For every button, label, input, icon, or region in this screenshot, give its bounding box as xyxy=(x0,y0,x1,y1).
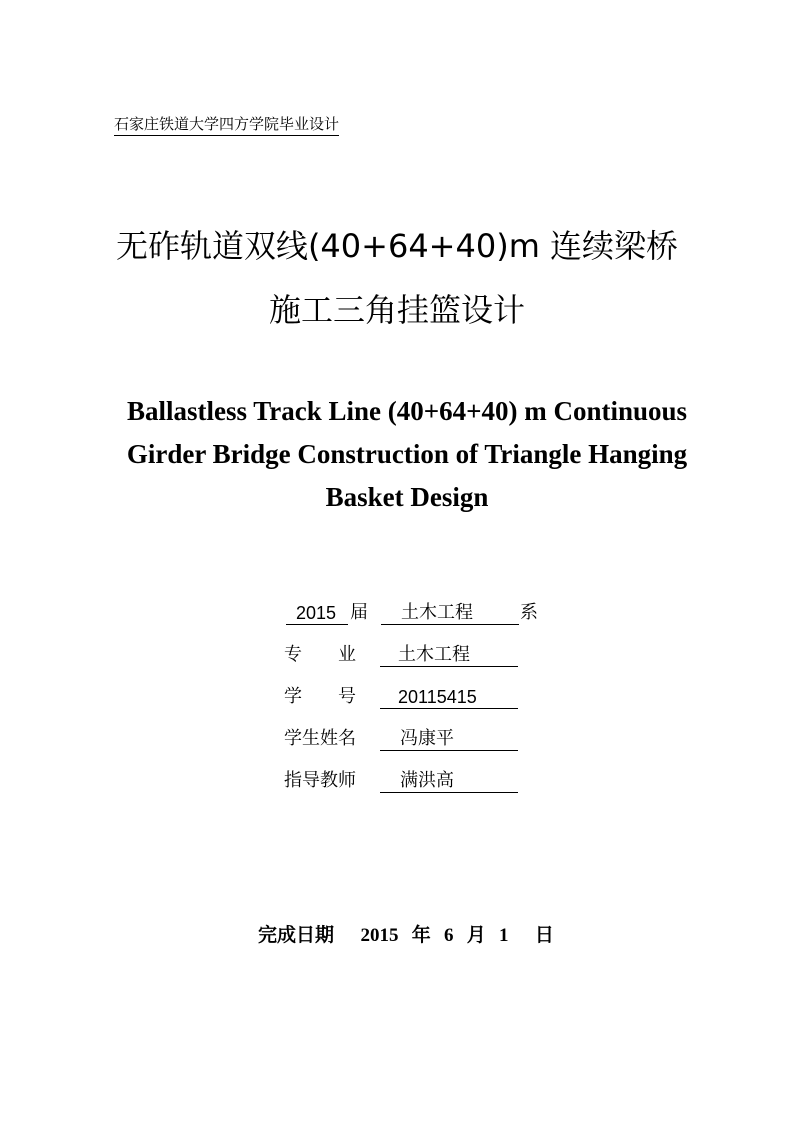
advisor-value: 满洪高 xyxy=(400,770,454,791)
english-title-line-2: Girder Bridge Construction of Triangle Hanging xyxy=(126,439,688,469)
student-name-field xyxy=(380,726,518,751)
advisor-label: 指导教师 xyxy=(284,770,356,791)
student-name-value: 冯康平 xyxy=(400,728,454,749)
chinese-title-line-1: 无砟轨道双线(40+64+40)m 连续梁桥 xyxy=(115,227,679,265)
major-field xyxy=(380,642,518,667)
department-value: 土木工程 xyxy=(401,602,473,623)
student-name-label: 学生姓名 xyxy=(284,728,356,749)
department-suffix: 系 xyxy=(520,602,538,623)
cohort-department-row xyxy=(284,600,554,626)
chinese-title-line-2: 施工三角挂篮设计 xyxy=(268,291,525,329)
completion-day: 1 xyxy=(498,925,509,946)
completion-date xyxy=(258,922,554,949)
cohort-year-field xyxy=(286,600,348,625)
cohort-year: 2015 xyxy=(296,603,337,623)
document-header: 石家庄铁道大学四方学院毕业设计 xyxy=(114,114,339,136)
completion-year: 2015 xyxy=(360,925,399,946)
student-name-row xyxy=(284,726,524,752)
advisor-field xyxy=(380,768,518,793)
department-field xyxy=(381,600,519,625)
student-id-label: 学 号 xyxy=(284,686,356,707)
major-label: 专 业 xyxy=(284,644,356,665)
completion-month-unit: 月 xyxy=(466,924,486,946)
major-row xyxy=(284,642,524,668)
advisor-row xyxy=(284,768,524,794)
major-value: 土木工程 xyxy=(398,644,470,665)
english-title xyxy=(60,390,754,519)
completion-month: 6 xyxy=(443,925,454,946)
student-id-row xyxy=(284,684,524,710)
completion-year-unit: 年 xyxy=(411,924,431,946)
student-id-field xyxy=(380,684,518,709)
completion-date-label: 完成日期 xyxy=(258,924,335,946)
english-title-line-1: Ballastless Track Line (40+64+40) m Continuous xyxy=(126,396,688,426)
student-id-value: 20115415 xyxy=(398,687,477,707)
english-title-line-3: Basket Design xyxy=(325,482,489,512)
cohort-label: 届 xyxy=(350,602,368,623)
completion-day-unit: 日 xyxy=(534,924,554,946)
